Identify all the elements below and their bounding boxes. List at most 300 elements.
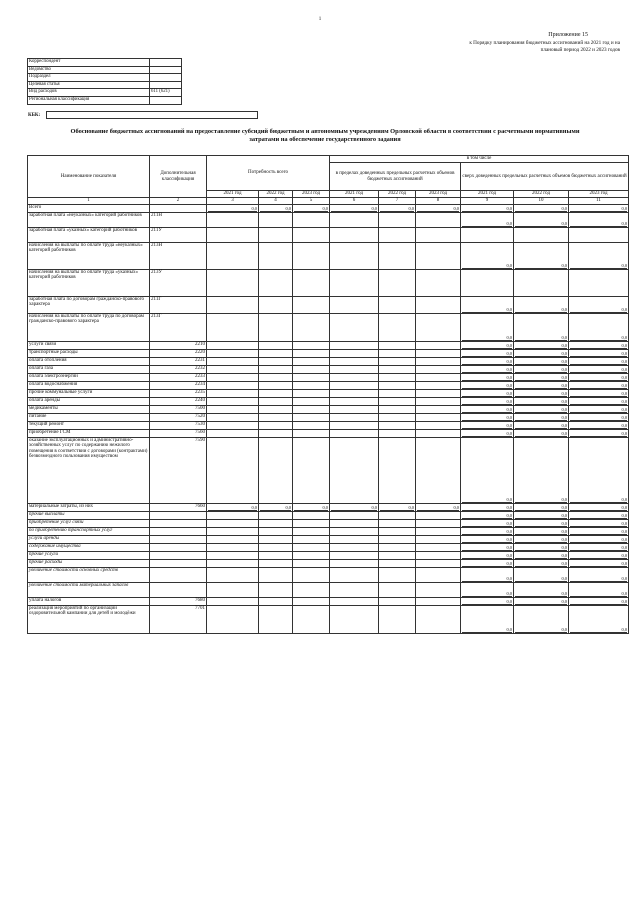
row-value[interactable] xyxy=(207,297,259,314)
row-value[interactable] xyxy=(514,270,569,297)
row-value[interactable] xyxy=(259,374,293,382)
row-value[interactable] xyxy=(293,374,330,382)
row-value[interactable] xyxy=(293,414,330,422)
row-value[interactable] xyxy=(514,398,569,406)
row-value[interactable] xyxy=(514,228,569,243)
row-value[interactable] xyxy=(207,528,259,536)
row-value[interactable] xyxy=(379,606,416,634)
row-value[interactable] xyxy=(379,350,416,358)
row-value[interactable] xyxy=(379,504,416,512)
row-value[interactable] xyxy=(207,390,259,398)
row-value[interactable] xyxy=(461,358,514,366)
row-value[interactable] xyxy=(379,430,416,438)
row-value[interactable] xyxy=(569,398,629,406)
row-value[interactable] xyxy=(293,342,330,350)
row-value[interactable] xyxy=(461,528,514,536)
row-value[interactable] xyxy=(379,528,416,536)
row-value[interactable] xyxy=(207,342,259,350)
row-value[interactable] xyxy=(461,382,514,390)
row-value[interactable] xyxy=(259,350,293,358)
row-value[interactable] xyxy=(569,528,629,536)
row-value[interactable] xyxy=(330,243,379,270)
row-value[interactable] xyxy=(293,422,330,430)
row-value[interactable] xyxy=(330,552,379,560)
row-value[interactable] xyxy=(569,374,629,382)
row-value[interactable] xyxy=(330,366,379,374)
row-value[interactable] xyxy=(461,205,514,213)
row-value[interactable] xyxy=(259,228,293,243)
row-value[interactable] xyxy=(293,406,330,414)
row-value[interactable] xyxy=(461,560,514,568)
row-value[interactable] xyxy=(514,544,569,552)
row-value[interactable] xyxy=(379,414,416,422)
row-value[interactable] xyxy=(293,366,330,374)
row-value[interactable] xyxy=(379,297,416,314)
row-value[interactable] xyxy=(330,390,379,398)
row-value[interactable] xyxy=(330,544,379,552)
row-value[interactable] xyxy=(330,606,379,634)
row-value[interactable] xyxy=(293,243,330,270)
row-value[interactable] xyxy=(379,552,416,560)
row-value[interactable] xyxy=(379,598,416,606)
row-value[interactable] xyxy=(379,512,416,520)
row-value[interactable] xyxy=(416,406,461,414)
row-value[interactable] xyxy=(207,598,259,606)
row-value[interactable] xyxy=(379,205,416,213)
row-value[interactable] xyxy=(461,297,514,314)
row-value[interactable] xyxy=(569,205,629,213)
row-value[interactable] xyxy=(207,504,259,512)
row-value[interactable] xyxy=(569,598,629,606)
row-value[interactable] xyxy=(461,520,514,528)
org-field-value[interactable]: 611 (621) xyxy=(150,89,182,97)
row-value[interactable] xyxy=(416,358,461,366)
row-value[interactable] xyxy=(569,366,629,374)
row-value[interactable] xyxy=(416,390,461,398)
row-value[interactable] xyxy=(207,406,259,414)
row-value[interactable] xyxy=(569,382,629,390)
row-value[interactable] xyxy=(569,390,629,398)
row-value[interactable] xyxy=(416,520,461,528)
row-value[interactable] xyxy=(461,598,514,606)
row-value[interactable] xyxy=(259,520,293,528)
row-value[interactable] xyxy=(293,438,330,504)
org-field-value[interactable] xyxy=(150,74,182,82)
row-value[interactable] xyxy=(461,342,514,350)
row-value[interactable] xyxy=(207,512,259,520)
row-value[interactable] xyxy=(330,568,379,583)
row-value[interactable] xyxy=(379,544,416,552)
row-value[interactable] xyxy=(293,598,330,606)
row-value[interactable] xyxy=(569,414,629,422)
row-value[interactable] xyxy=(379,213,416,228)
row-value[interactable] xyxy=(416,528,461,536)
row-value[interactable] xyxy=(259,414,293,422)
row-value[interactable] xyxy=(293,213,330,228)
row-value[interactable] xyxy=(207,398,259,406)
row-value[interactable] xyxy=(259,438,293,504)
row-value[interactable] xyxy=(379,228,416,243)
org-field-label: Целевая статья xyxy=(28,81,150,89)
row-value[interactable] xyxy=(569,213,629,228)
row-value[interactable] xyxy=(330,374,379,382)
row-value[interactable] xyxy=(259,512,293,520)
row-value[interactable] xyxy=(330,270,379,297)
kbk-input[interactable] xyxy=(46,111,258,119)
row-value[interactable] xyxy=(259,358,293,366)
row-value[interactable] xyxy=(259,422,293,430)
row-value[interactable] xyxy=(379,314,416,342)
org-field-value[interactable] xyxy=(150,59,182,67)
row-value[interactable] xyxy=(514,205,569,213)
row-value[interactable] xyxy=(379,398,416,406)
row-value[interactable] xyxy=(514,504,569,512)
row-value[interactable] xyxy=(416,438,461,504)
row-value[interactable] xyxy=(379,560,416,568)
row-value[interactable] xyxy=(416,536,461,544)
row-value[interactable] xyxy=(259,406,293,414)
row-value[interactable] xyxy=(330,314,379,342)
row-value[interactable] xyxy=(207,560,259,568)
row-value[interactable] xyxy=(461,430,514,438)
row-value[interactable] xyxy=(330,414,379,422)
row-value[interactable] xyxy=(514,552,569,560)
row-value[interactable] xyxy=(259,342,293,350)
row-value[interactable] xyxy=(259,382,293,390)
row-value[interactable] xyxy=(569,342,629,350)
row-value[interactable] xyxy=(259,270,293,297)
row-value[interactable] xyxy=(569,350,629,358)
row-value[interactable] xyxy=(293,390,330,398)
row-value[interactable] xyxy=(416,366,461,374)
row-value[interactable] xyxy=(416,583,461,598)
row-value[interactable] xyxy=(379,406,416,414)
row-value[interactable] xyxy=(259,243,293,270)
row-value[interactable] xyxy=(461,512,514,520)
row-value[interactable] xyxy=(461,422,514,430)
row-value[interactable] xyxy=(330,422,379,430)
row-value[interactable] xyxy=(207,213,259,228)
row-value[interactable] xyxy=(207,438,259,504)
row-value[interactable] xyxy=(416,414,461,422)
row-value[interactable] xyxy=(514,430,569,438)
row-value[interactable] xyxy=(461,398,514,406)
row-value[interactable] xyxy=(259,205,293,213)
row-value[interactable] xyxy=(330,583,379,598)
row-value[interactable] xyxy=(207,583,259,598)
row-value[interactable] xyxy=(379,270,416,297)
row-value[interactable] xyxy=(379,342,416,350)
row-value[interactable] xyxy=(514,350,569,358)
row-value[interactable] xyxy=(293,228,330,243)
row-value[interactable] xyxy=(293,544,330,552)
row-value[interactable] xyxy=(379,583,416,598)
row-value[interactable] xyxy=(259,583,293,598)
row-value[interactable] xyxy=(461,504,514,512)
row-value[interactable] xyxy=(416,560,461,568)
row-value[interactable] xyxy=(293,512,330,520)
row-value[interactable] xyxy=(514,243,569,270)
row-value[interactable] xyxy=(416,374,461,382)
row-value[interactable] xyxy=(514,358,569,366)
row-value[interactable] xyxy=(416,228,461,243)
row-value[interactable] xyxy=(259,314,293,342)
row-value[interactable] xyxy=(569,243,629,270)
row-value[interactable] xyxy=(416,552,461,560)
row-value[interactable] xyxy=(259,213,293,228)
row-value[interactable] xyxy=(514,297,569,314)
row-value[interactable] xyxy=(293,583,330,598)
row-value[interactable] xyxy=(514,390,569,398)
row-value[interactable] xyxy=(330,297,379,314)
row-value[interactable] xyxy=(293,552,330,560)
row-value[interactable] xyxy=(207,568,259,583)
row-value[interactable] xyxy=(379,366,416,374)
row-value[interactable] xyxy=(259,366,293,374)
row-value[interactable] xyxy=(416,342,461,350)
row-value[interactable] xyxy=(461,438,514,504)
row-value[interactable] xyxy=(330,213,379,228)
row-value[interactable] xyxy=(293,536,330,544)
row-value[interactable] xyxy=(379,422,416,430)
row-value[interactable] xyxy=(461,350,514,358)
row-value[interactable] xyxy=(461,544,514,552)
row-value[interactable] xyxy=(207,414,259,422)
row-value[interactable] xyxy=(416,422,461,430)
row-value[interactable] xyxy=(330,205,379,213)
row-value[interactable] xyxy=(330,406,379,414)
row-value[interactable] xyxy=(514,342,569,350)
row-value[interactable] xyxy=(569,314,629,342)
row-value[interactable] xyxy=(416,512,461,520)
row-value[interactable] xyxy=(207,552,259,560)
row-value[interactable] xyxy=(293,528,330,536)
row-value[interactable] xyxy=(461,270,514,297)
row-value[interactable] xyxy=(259,528,293,536)
row-value[interactable] xyxy=(330,504,379,512)
row-value[interactable] xyxy=(569,358,629,366)
row-value[interactable] xyxy=(207,606,259,634)
row-value[interactable] xyxy=(416,213,461,228)
row-value[interactable] xyxy=(514,213,569,228)
row-value[interactable] xyxy=(293,297,330,314)
row-value[interactable] xyxy=(379,374,416,382)
row-value[interactable] xyxy=(569,406,629,414)
row-value[interactable] xyxy=(207,270,259,297)
row-value[interactable] xyxy=(461,406,514,414)
row-value[interactable] xyxy=(379,536,416,544)
row-value[interactable] xyxy=(293,205,330,213)
row-value[interactable] xyxy=(416,398,461,406)
row-value[interactable] xyxy=(514,528,569,536)
row-value[interactable] xyxy=(569,606,629,634)
row-value[interactable] xyxy=(330,520,379,528)
row-value[interactable] xyxy=(293,520,330,528)
row-value[interactable] xyxy=(416,205,461,213)
row-value[interactable] xyxy=(259,544,293,552)
org-field-value[interactable] xyxy=(150,81,182,89)
row-value[interactable] xyxy=(461,606,514,634)
row-value[interactable] xyxy=(379,243,416,270)
row-value[interactable] xyxy=(207,422,259,430)
row-value[interactable] xyxy=(461,243,514,270)
row-value[interactable] xyxy=(569,536,629,544)
row-value[interactable] xyxy=(259,390,293,398)
row-value[interactable] xyxy=(416,297,461,314)
row-value[interactable] xyxy=(293,430,330,438)
row-value[interactable] xyxy=(330,228,379,243)
row-value[interactable] xyxy=(569,544,629,552)
row-value[interactable] xyxy=(569,560,629,568)
row-value-text: 0,0 xyxy=(515,521,567,527)
table-row xyxy=(28,552,629,560)
org-field-value[interactable] xyxy=(150,96,182,104)
row-value[interactable] xyxy=(330,382,379,390)
row-value[interactable] xyxy=(416,430,461,438)
row-value[interactable] xyxy=(514,414,569,422)
row-value[interactable] xyxy=(461,228,514,243)
row-value[interactable] xyxy=(416,382,461,390)
row-value[interactable] xyxy=(416,544,461,552)
row-value[interactable] xyxy=(416,598,461,606)
row-value[interactable] xyxy=(514,520,569,528)
row-value[interactable] xyxy=(569,422,629,430)
org-field-value[interactable] xyxy=(150,66,182,74)
row-value[interactable] xyxy=(207,374,259,382)
row-value[interactable] xyxy=(259,536,293,544)
row-value[interactable] xyxy=(259,560,293,568)
row-value[interactable] xyxy=(514,422,569,430)
row-value[interactable] xyxy=(207,205,259,213)
row-value[interactable] xyxy=(461,536,514,544)
row-value[interactable] xyxy=(416,504,461,512)
row-value[interactable] xyxy=(514,583,569,598)
row-value[interactable] xyxy=(207,536,259,544)
row-value[interactable] xyxy=(379,382,416,390)
row-value[interactable] xyxy=(293,314,330,342)
row-value[interactable] xyxy=(293,560,330,568)
row-value[interactable] xyxy=(259,297,293,314)
row-value[interactable] xyxy=(293,350,330,358)
row-value[interactable] xyxy=(379,358,416,366)
row-value[interactable] xyxy=(259,552,293,560)
row-value[interactable] xyxy=(207,544,259,552)
row-value[interactable] xyxy=(461,374,514,382)
row-value[interactable] xyxy=(569,583,629,598)
row-value[interactable] xyxy=(514,438,569,504)
row-value[interactable] xyxy=(293,504,330,512)
row-value[interactable] xyxy=(207,228,259,243)
row-value[interactable] xyxy=(514,536,569,544)
row-value[interactable] xyxy=(514,606,569,634)
row-value[interactable] xyxy=(330,430,379,438)
row-value[interactable] xyxy=(293,382,330,390)
row-value[interactable] xyxy=(330,342,379,350)
row-value[interactable] xyxy=(293,398,330,406)
row-value[interactable] xyxy=(330,560,379,568)
table-row xyxy=(28,536,629,544)
row-value[interactable] xyxy=(461,552,514,560)
row-value[interactable] xyxy=(259,606,293,634)
row-value[interactable] xyxy=(379,520,416,528)
row-value[interactable] xyxy=(514,568,569,583)
row-value[interactable] xyxy=(416,606,461,634)
row-value[interactable] xyxy=(569,297,629,314)
row-value[interactable] xyxy=(207,350,259,358)
row-value[interactable] xyxy=(330,536,379,544)
row-value[interactable] xyxy=(514,366,569,374)
row-value[interactable] xyxy=(207,366,259,374)
row-value[interactable] xyxy=(330,512,379,520)
row-value[interactable] xyxy=(461,583,514,598)
row-value[interactable] xyxy=(569,430,629,438)
row-value[interactable] xyxy=(207,243,259,270)
row-value[interactable] xyxy=(207,382,259,390)
row-value-text: 0,0 xyxy=(570,206,627,212)
row-value[interactable] xyxy=(416,350,461,358)
row-value[interactable] xyxy=(514,314,569,342)
row-value[interactable] xyxy=(461,314,514,342)
row-value[interactable] xyxy=(293,358,330,366)
row-value[interactable] xyxy=(461,568,514,583)
row-value[interactable] xyxy=(330,438,379,504)
row-value[interactable] xyxy=(259,598,293,606)
row-value[interactable] xyxy=(416,243,461,270)
row-value[interactable] xyxy=(569,512,629,520)
row-value[interactable] xyxy=(293,270,330,297)
row-value[interactable] xyxy=(379,568,416,583)
row-value[interactable] xyxy=(461,414,514,422)
row-value[interactable] xyxy=(207,430,259,438)
row-value[interactable] xyxy=(330,598,379,606)
row-value[interactable] xyxy=(293,606,330,634)
row-value[interactable] xyxy=(330,350,379,358)
row-value[interactable] xyxy=(330,358,379,366)
row-value[interactable] xyxy=(461,213,514,228)
row-value[interactable] xyxy=(569,520,629,528)
row-value[interactable] xyxy=(207,358,259,366)
row-value[interactable] xyxy=(259,504,293,512)
row-value[interactable] xyxy=(207,314,259,342)
row-value[interactable] xyxy=(569,552,629,560)
row-value[interactable] xyxy=(379,390,416,398)
row-value[interactable] xyxy=(569,438,629,504)
row-value[interactable] xyxy=(514,560,569,568)
row-value[interactable] xyxy=(416,568,461,583)
row-value[interactable] xyxy=(259,398,293,406)
row-value[interactable] xyxy=(330,398,379,406)
row-value[interactable] xyxy=(569,270,629,297)
row-value[interactable] xyxy=(514,374,569,382)
row-value[interactable] xyxy=(207,520,259,528)
row-value[interactable] xyxy=(259,568,293,583)
row-value[interactable] xyxy=(514,382,569,390)
row-value[interactable] xyxy=(293,568,330,583)
row-value[interactable] xyxy=(416,314,461,342)
row-value[interactable] xyxy=(569,228,629,243)
row-value[interactable] xyxy=(379,438,416,504)
row-value[interactable] xyxy=(569,568,629,583)
row-value[interactable] xyxy=(330,528,379,536)
row-value[interactable] xyxy=(416,270,461,297)
row-value[interactable] xyxy=(514,406,569,414)
row-value[interactable] xyxy=(514,598,569,606)
row-value[interactable] xyxy=(259,430,293,438)
row-value[interactable] xyxy=(569,504,629,512)
row-value[interactable] xyxy=(461,390,514,398)
row-value[interactable] xyxy=(514,512,569,520)
row-value[interactable] xyxy=(461,366,514,374)
